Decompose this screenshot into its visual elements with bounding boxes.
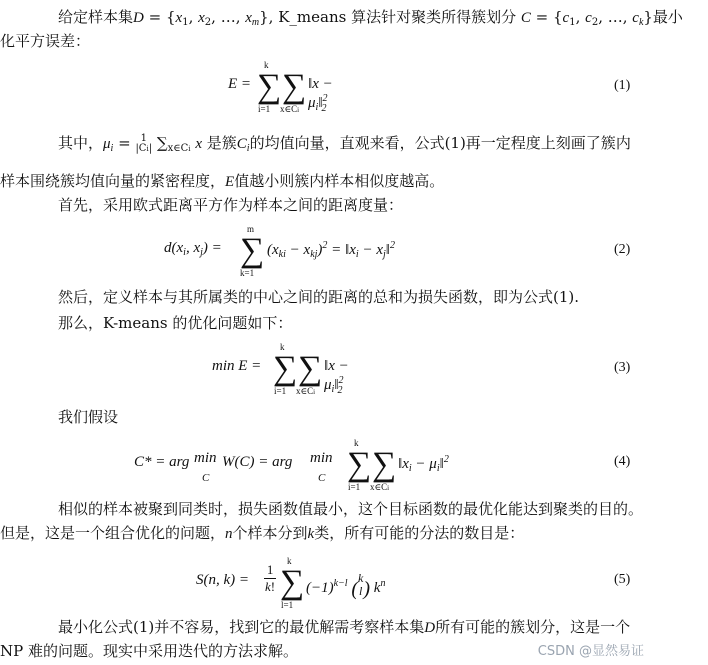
paragraph-line: 最小化公式(1)并不容易，找到它的最优解需考察样本集D所有可能的簇划分，这是一个 (58, 618, 631, 636)
equation-5: S(n, k) = 1 k! k ∑ l=1 $(-1)^{k-l}$ (k l) $k^n$ (196, 556, 386, 610)
paragraph-line: 相似的样本被聚到同类时，损失函数值最小，这个目标函数的最优化能达到聚类的目的。 (58, 500, 644, 518)
paragraph-line: 那么，K-means 的优化问题如下： (58, 314, 293, 332)
paragraph-line: 我们假设 (58, 408, 119, 426)
paragraph-line: 给定样本集$D = \{x_1$, $x_2$, …, $x_m$}, K_means 算法针对聚类所得簇划分 $C = \{c_1$, $c_2$, …, $c_k$}最小 (58, 8, 683, 28)
paragraph-line: 其中，$\mu_i = 1$ |Ci| $\sum_{x\in Ci}$ x 是簇$C_i$的均值向量，直观来看，公式(1)再一定程度上刻画了簇内 (58, 133, 631, 154)
equation-number: (4) (614, 454, 631, 469)
paragraph-line: NP 难的问题。现实中采用迭代的方法求解。 (0, 642, 298, 660)
watermark: CSDN @显然易证 (537, 644, 644, 659)
paragraph-line: 首先，采用欧式距离平方作为样本之间的距离度量： (58, 196, 404, 214)
paragraph-line: 但是，这是一个组合优化的问题，n个样本分到k类，所有可能的分法的数目是： (0, 524, 525, 542)
paragraph-line: 化平方误差： (0, 32, 91, 50)
paragraph-line: 然后，定义样本与其所属类的中心之间的距离的总和为损失函数，即为公式(1). (58, 288, 580, 306)
equation-number: (3) (614, 360, 631, 375)
equation-number: (1) (614, 78, 631, 93)
equation-4: C* = arg min C W(C) = arg min C k ∑ i=1 ∑ x∈Ci $‖x_i$ − $\mu_i‖^2$ (134, 438, 449, 492)
equation-3: min E = k ∑ i=1 ∑ x∈Ci ‖x − $\mu_i‖^2_2$ (212, 342, 349, 396)
equation-number: (2) (614, 242, 631, 257)
paragraph-line: 样本围绕簇均值向量的紧密程度，E值越小则簇内样本相似度越高。 (0, 172, 445, 190)
equation-2: $d(x_i$, $x_j$) = m ∑ k=1 $(x_{ki} - x_{kj})^2$ = $‖x_i$ − $x_j‖^2$ (164, 224, 395, 278)
equation-1: E = k ∑ i=1 ∑ x∈Ci ‖x − $\mu_i‖^2_2$ (228, 60, 333, 114)
equation-number: (5) (614, 572, 631, 587)
